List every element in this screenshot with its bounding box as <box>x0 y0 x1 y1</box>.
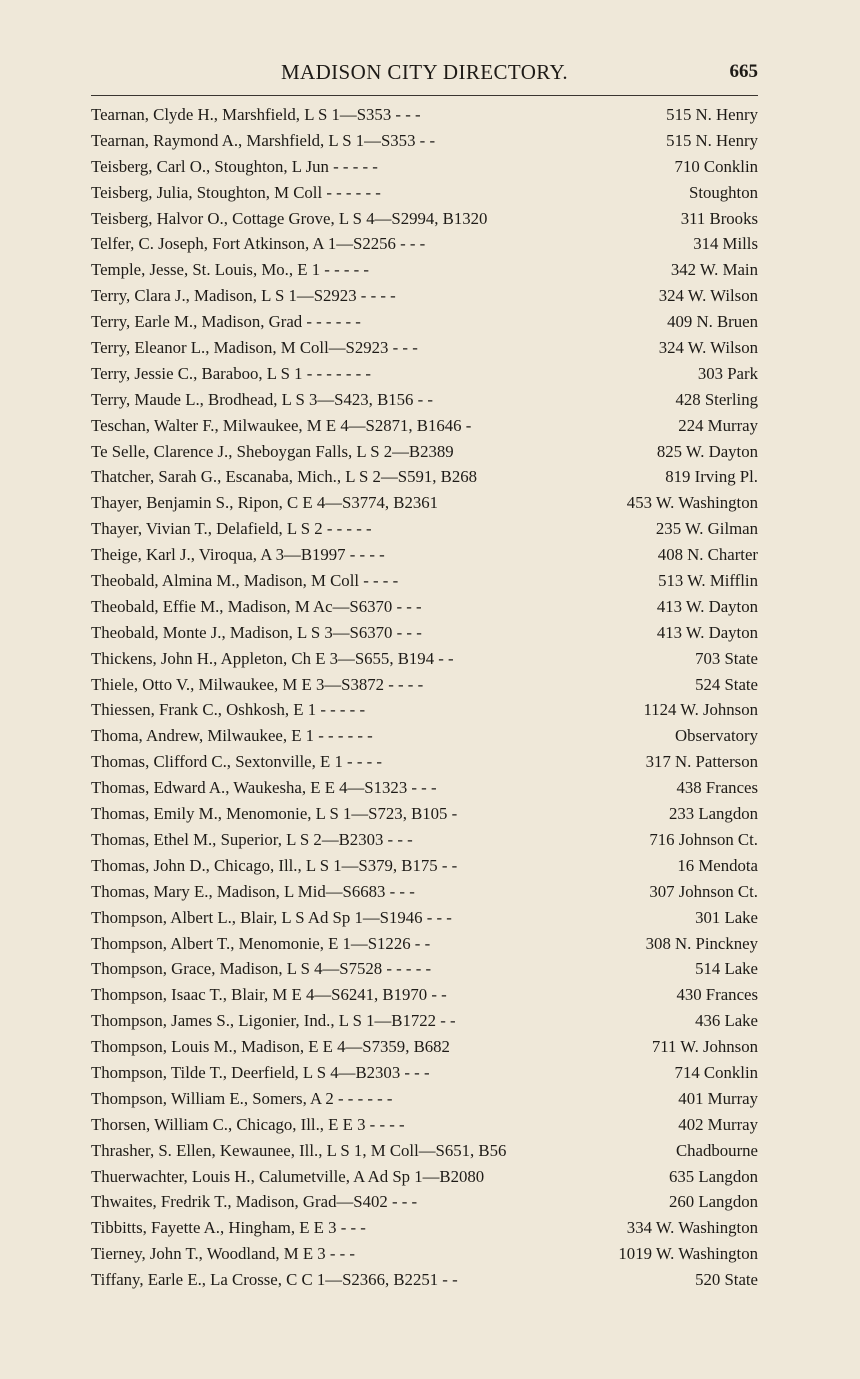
directory-entry <box>91 697 758 723</box>
entry-address: 413 W. Dayton <box>656 622 758 642</box>
entry-address: 311 Brooks <box>680 208 758 228</box>
entry-address: 819 Irving Pl. <box>665 467 758 487</box>
entry-address: 716 Johnson Ct. <box>649 829 758 849</box>
entry-name-details: Thompson, James S., Ligonier, Ind., L S 1—B1722 - - <box>91 1011 456 1031</box>
entry-name-details: Tierney, John T., Woodland, M E 3 - - - <box>91 1244 356 1264</box>
directory-entry <box>91 413 758 439</box>
entry-name-details: Teisberg, Julia, Stoughton, M Coll - - - - - - <box>91 182 381 202</box>
directory-entry <box>91 672 758 698</box>
directory-entry <box>91 180 758 206</box>
entry-address: 233 Langdon <box>668 804 758 824</box>
entry-name-details: Theige, Karl J., Viroqua, A 3—B1997 - - - - <box>91 545 385 565</box>
directory-entry <box>91 154 758 180</box>
entry-name-details: Thiele, Otto V., Milwaukee, M E 3—S3872 - - - - <box>91 674 424 694</box>
entry-address: 825 W. Dayton <box>656 441 758 461</box>
entries-list <box>91 102 758 1293</box>
entry-address: 430 Frances <box>676 985 758 1005</box>
entry-name-details: Tiffany, Earle E., La Crosse, C C 1—S2366, B2251 - - <box>91 1270 458 1290</box>
directory-entry <box>91 387 758 413</box>
entry-address: 524 State <box>695 674 758 694</box>
directory-entry <box>91 490 758 516</box>
entry-name-details: Thorsen, William C., Chicago, Ill., E E 3 - - - - <box>91 1114 405 1134</box>
entry-name-details: Terry, Clara J., Madison, L S 1—S2923 - - - - <box>91 286 396 306</box>
directory-entry <box>91 128 758 154</box>
directory-entry <box>91 956 758 982</box>
entry-address: 513 W. Mifflin <box>658 571 758 591</box>
entry-name-details: Thayer, Benjamin S., Ripon, C E 4—S3774, B2361 <box>91 493 439 513</box>
entry-name-details: Thompson, Grace, Madison, L S 4—S7528 - - - - - <box>91 959 432 979</box>
page-header <box>91 60 758 90</box>
entry-name-details: Thompson, Albert L., Blair, L S Ad Sp 1—S1946 - - - <box>91 907 452 927</box>
directory-entry <box>91 931 758 957</box>
entry-name-details: Tearnan, Raymond A., Marshfield, L S 1—S353 - - <box>91 130 436 150</box>
directory-entry <box>91 594 758 620</box>
entry-name-details: Te Selle, Clarence J., Sheboygan Falls, L S 2—B2389 <box>91 441 454 461</box>
entry-address: 402 Murray <box>678 1114 758 1134</box>
directory-entry <box>91 827 758 853</box>
entry-address: 703 State <box>695 648 758 668</box>
entry-name-details: Thomas, Emily M., Menomonie, L S 1—S723, B105 - <box>91 804 458 824</box>
entry-address: 334 W. Washington <box>626 1218 758 1238</box>
directory-entry <box>91 464 758 490</box>
entry-address: 438 Frances <box>676 778 758 798</box>
entry-address: 710 Conklin <box>674 156 758 176</box>
directory-entry <box>91 568 758 594</box>
entry-address: 342 W. Main <box>670 260 758 280</box>
entry-address: 514 Lake <box>695 959 758 979</box>
entry-address: 224 Murray <box>678 415 758 435</box>
entry-address: 1019 W. Washington <box>618 1244 758 1264</box>
entry-address: Stoughton <box>688 182 758 202</box>
entry-name-details: Thomas, Clifford C., Sextonville, E 1 - - - - <box>91 752 382 772</box>
directory-entry <box>91 283 758 309</box>
entry-address: 453 W. Washington <box>626 493 758 513</box>
entry-address: 16 Mendota <box>677 855 758 875</box>
entry-address: 317 N. Patterson <box>645 752 758 772</box>
entry-name-details: Thompson, Louis M., Madison, E E 4—S7359, B682 <box>91 1037 450 1057</box>
entry-name-details: Thomas, Edward A., Waukesha, E E 4—S1323 - - - <box>91 778 437 798</box>
entry-name-details: Thayer, Vivian T., Delafield, L S 2 - - - - - <box>91 519 372 539</box>
entry-address: 401 Murray <box>678 1088 758 1108</box>
entry-name-details: Thickens, John H., Appleton, Ch E 3—S655, B194 - - <box>91 648 454 668</box>
entry-address: 714 Conklin <box>674 1062 758 1082</box>
page-number: 665 <box>729 61 758 82</box>
entry-address: 515 N. Henry <box>666 105 758 124</box>
directory-entry <box>91 206 758 232</box>
entry-address: 428 Sterling <box>675 389 758 409</box>
directory-entry <box>91 542 758 568</box>
entry-address: 314 Mills <box>693 234 758 254</box>
entry-address: 301 Lake <box>695 907 758 927</box>
entry-name-details: Terry, Eleanor L., Madison, M Coll—S2923 - - - <box>91 338 418 358</box>
directory-entry <box>91 102 758 128</box>
entry-name-details: Theobald, Monte J., Madison, L S 3—S6370 - - - <box>91 622 422 642</box>
directory-entry <box>91 516 758 542</box>
entry-name-details: Thompson, Isaac T., Blair, M E 4—S6241, B1970 - - <box>91 985 447 1005</box>
entry-address: 436 Lake <box>695 1011 758 1031</box>
directory-entry <box>91 1215 758 1241</box>
directory-entry <box>91 982 758 1008</box>
directory-entry <box>91 801 758 827</box>
directory-entry <box>91 1138 758 1164</box>
entry-name-details: Theobald, Almina M., Madison, M Coll - - - - <box>91 571 399 591</box>
entry-name-details: Tearnan, Clyde H., Marshfield, L S 1—S353 - - - <box>91 105 421 124</box>
entry-name-details: Temple, Jesse, St. Louis, Mo., E 1 - - - - - <box>91 260 370 280</box>
entry-name-details: Thoma, Andrew, Milwaukee, E 1 - - - - - - <box>91 726 373 746</box>
entry-name-details: Tibbitts, Fayette A., Hingham, E E 3 - - - <box>91 1218 366 1238</box>
directory-entry <box>91 1267 758 1293</box>
directory-entry <box>91 361 758 387</box>
entry-address: 711 W. Johnson <box>651 1037 758 1057</box>
entry-address: 308 N. Pinckney <box>645 933 758 953</box>
entry-address: Observatory <box>675 726 758 746</box>
entry-name-details: Teisberg, Carl O., Stoughton, L Jun - - - - - <box>91 156 378 176</box>
directory-entry <box>91 879 758 905</box>
page-title: MADISON CITY DIRECTORY. <box>280 60 569 84</box>
directory-entry <box>91 905 758 931</box>
entry-name-details: Thuerwachter, Louis H., Calumetville, A Ad Sp 1—B2080 <box>91 1166 485 1186</box>
entry-address: 520 State <box>695 1270 758 1290</box>
entry-address: 324 W. Wilson <box>658 286 758 306</box>
header-rule <box>91 95 758 96</box>
entry-name-details: Thiessen, Frank C., Oshkosh, E 1 - - - - - <box>91 700 366 720</box>
entry-address: 303 Park <box>697 363 758 383</box>
directory-entry <box>91 1112 758 1138</box>
entry-name-details: Thompson, Albert T., Menomonie, E 1—S1226 - - <box>91 933 431 953</box>
entry-name-details: Terry, Maude L., Brodhead, L S 3—S423, B156 - - <box>91 389 434 409</box>
directory-entry <box>91 646 758 672</box>
directory-entry <box>91 853 758 879</box>
entry-name-details: Terry, Jessie C., Baraboo, L S 1 - - - - - - - <box>91 363 371 383</box>
entry-address: 235 W. Gilman <box>655 519 758 539</box>
directory-entry <box>91 335 758 361</box>
directory-entry <box>91 1241 758 1267</box>
directory-entry <box>91 775 758 801</box>
directory-entry <box>91 1008 758 1034</box>
directory-entry <box>91 1060 758 1086</box>
entry-address: 408 N. Charter <box>657 545 758 565</box>
entry-address: 307 Johnson Ct. <box>649 881 758 901</box>
entry-address: 413 W. Dayton <box>656 596 758 616</box>
entry-name-details: Telfer, C. Joseph, Fort Atkinson, A 1—S2256 - - - <box>91 234 426 254</box>
entry-address: 635 Langdon <box>668 1166 758 1186</box>
directory-entry <box>91 309 758 335</box>
directory-entry <box>91 723 758 749</box>
directory-entry <box>91 257 758 283</box>
directory-entry <box>91 439 758 465</box>
entry-name-details: Teisberg, Halvor O., Cottage Grove, L S 4—S2994, B1320 <box>91 208 488 228</box>
entry-address: Chadbourne <box>675 1140 758 1160</box>
entry-name-details: Thrasher, S. Ellen, Kewaunee, Ill., L S 1, M Coll—S651, B56 <box>91 1140 507 1160</box>
directory-entry <box>91 1164 758 1190</box>
directory-entry <box>91 1034 758 1060</box>
directory-entry <box>91 620 758 646</box>
entry-name-details: Theobald, Effie M., Madison, M Ac—S6370 - - - <box>91 596 422 616</box>
entry-name-details: Thompson, Tilde T., Deerfield, L S 4—B2303 - - - <box>91 1062 430 1082</box>
entry-address: 260 Langdon <box>668 1192 758 1212</box>
entry-name-details: Thomas, Ethel M., Superior, L S 2—B2303 - - - <box>91 829 413 849</box>
entry-name-details: Thatcher, Sarah G., Escanaba, Mich., L S 2—S591, B268 <box>91 467 477 487</box>
entry-address: 1124 W. Johnson <box>643 700 758 720</box>
entry-name-details: Thomas, Mary E., Madison, L Mid—S6683 - - - <box>91 881 415 901</box>
entry-address: 324 W. Wilson <box>658 338 758 358</box>
entry-address: 409 N. Bruen <box>667 312 758 332</box>
entry-name-details: Thwaites, Fredrik T., Madison, Grad—S402 - - - <box>91 1192 418 1212</box>
directory-entry <box>91 1189 758 1215</box>
directory-entry <box>91 1086 758 1112</box>
entry-name-details: Terry, Earle M., Madison, Grad - - - - - - <box>91 312 361 332</box>
entry-address: 515 N. Henry <box>666 130 758 150</box>
directory-entry <box>91 749 758 775</box>
entry-name-details: Thompson, William E., Somers, A 2 - - - - - - <box>91 1088 393 1108</box>
entry-name-details: Teschan, Walter F., Milwaukee, M E 4—S2871, B1646 - <box>91 415 472 435</box>
entry-name-details: Thomas, John D., Chicago, Ill., L S 1—S379, B175 - - <box>91 855 458 875</box>
directory-entry <box>91 231 758 257</box>
